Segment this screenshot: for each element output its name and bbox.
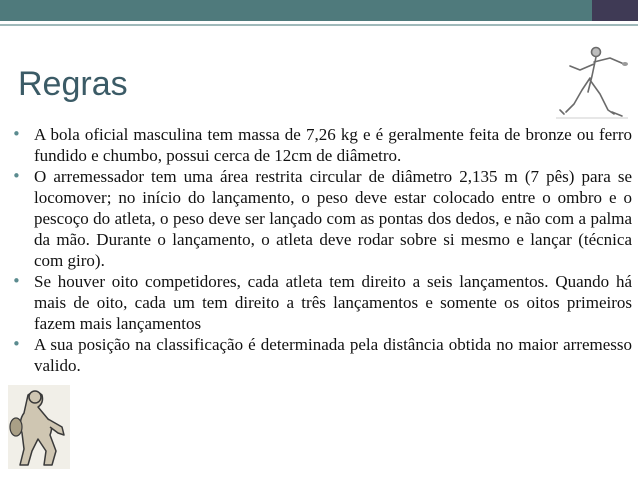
bullet-text: Se houver oito competidores, cada atleta tem direito a seis lançamentos. Quando há mais de oito, cada um tem direito a três lançamentos e somente os oitos primeiros fazem mais lançamentos [34, 272, 632, 333]
bullet-text: O arremessador tem uma área restrita circular de diâmetro 2,135 m (7 pês) para se locomover; no início do lançamento, o peso deve estar colocado entre o ombro e o pescoço do atleta, o peso deve ser lançado com as pontas dos dedos, e não com a palma da mão. Durante o lançamento, o atleta deve rodar sobre si mesmo e lançar (técnica com giro). [34, 167, 632, 270]
top-bar-rule [0, 24, 638, 26]
bullet-icon: • [12, 272, 21, 290]
slide-title: Regras [18, 65, 128, 103]
rules-bullet-list [12, 124, 632, 376]
top-bar-teal-band [0, 0, 592, 21]
bullet-text: A bola oficial masculina tem massa de 7,26 kg e é geralmente feita de bronze ou ferro fundido e chumbo, possui cerca de 12cm de diâmetro. [34, 125, 632, 165]
bullet-icon: • [12, 335, 21, 353]
discus-thrower-statue-icon [8, 385, 70, 469]
discus-thrower-sketch-icon [552, 40, 632, 122]
top-bar-dark-block [592, 0, 638, 21]
bullet-text: A sua posição na classificação é determinada pela distância obtida no maior arremesso valido. [34, 335, 632, 375]
slide-top-bar [0, 0, 638, 30]
bullet-icon: • [12, 167, 21, 185]
list-item [12, 124, 632, 166]
list-item [12, 334, 632, 376]
list-item [12, 271, 632, 334]
bullet-icon: • [12, 125, 21, 143]
list-item [12, 166, 632, 271]
